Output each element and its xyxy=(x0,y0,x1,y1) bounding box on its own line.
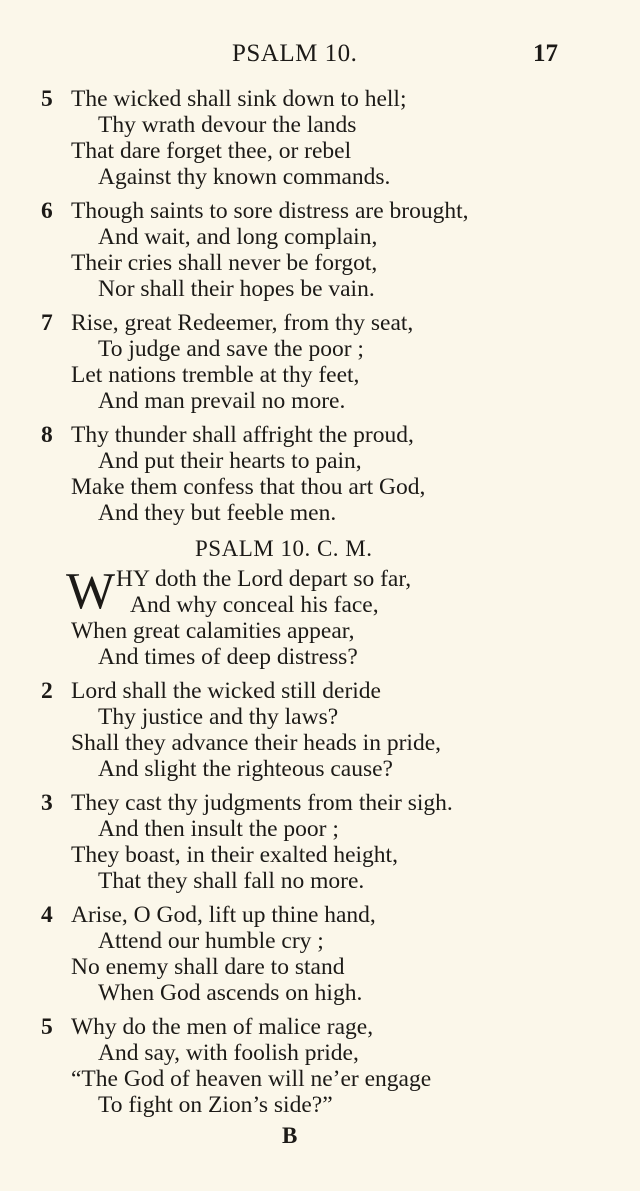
drop-cap: W xyxy=(66,563,116,620)
stanza-number: 5 xyxy=(41,1014,53,1040)
verse-text: And times of deep distress? xyxy=(98,644,358,670)
page-header xyxy=(0,40,640,74)
stanza-number: 6 xyxy=(41,198,53,224)
verse-text: Let nations tremble at thy feet, xyxy=(71,362,360,388)
verse-text: And man prevail no more. xyxy=(98,388,346,414)
stanza-number: 5 xyxy=(41,86,53,112)
verse-text: And put their hearts to pain, xyxy=(98,448,362,474)
verse-text: Arise, O God, lift up thine hand, xyxy=(71,902,376,928)
verse-text: “The God of heaven will ne’er engage xyxy=(71,1066,432,1092)
verse-text: That dare forget thee, or rebel xyxy=(71,138,352,164)
verse-text: And slight the righteous cause? xyxy=(98,756,393,782)
stanza-number: 4 xyxy=(41,902,53,928)
verse-text: Though saints to sore distress are brought, xyxy=(71,198,469,224)
verse-text: Nor shall their hopes be vain. xyxy=(98,276,375,302)
verse-text: To judge and save the poor ; xyxy=(98,336,364,362)
verse-text: Why do the men of malice rage, xyxy=(71,1014,374,1040)
verse-text: Their cries shall never be forgot, xyxy=(71,250,378,276)
stanza-number: 7 xyxy=(41,310,53,336)
page-number: 17 xyxy=(533,40,558,67)
verse-text: Against thy known commands. xyxy=(98,164,391,190)
verse-text: That they shall fall no more. xyxy=(98,868,365,894)
section-heading: PSALM 10. C. M. xyxy=(195,536,373,561)
verse-text: And say, with foolish pride, xyxy=(98,1040,359,1066)
verse-text: Make them confess that thou art God, xyxy=(71,474,426,500)
verse-text: Lord shall the wicked still deride xyxy=(71,678,381,704)
verse-text: Thy wrath devour the lands xyxy=(98,112,357,138)
verse-text: Thy thunder shall affright the proud, xyxy=(71,422,414,448)
verse-text: The wicked shall sink down to hell; xyxy=(71,86,407,112)
verse-text: HY doth the Lord depart so far, xyxy=(116,566,412,592)
verse-text: No enemy shall dare to stand xyxy=(71,954,345,980)
verse-text: Rise, great Redeemer, from thy seat, xyxy=(71,310,414,336)
signature-mark: B xyxy=(282,1123,298,1148)
verse-text: And they but feeble men. xyxy=(98,500,337,526)
verse-text: And why conceal his face, xyxy=(130,592,379,618)
verse-text: They boast, in their exalted height, xyxy=(71,842,398,868)
verse-text: And wait, and long complain, xyxy=(98,224,378,250)
verse-text: They cast thy judgments from their sigh. xyxy=(71,790,453,816)
stanza-number: 8 xyxy=(41,422,53,448)
verse-text: When God ascends on high. xyxy=(98,980,363,1006)
verse-text: When great calamities appear, xyxy=(71,618,355,644)
verse-text: And then insult the poor ; xyxy=(98,816,339,842)
running-title: PSALM 10. xyxy=(232,40,358,67)
stanza-number: 2 xyxy=(41,678,53,704)
verse-text: To fight on Zion’s side?” xyxy=(98,1092,333,1118)
stanza-number: 3 xyxy=(41,790,53,816)
verse-text: Thy justice and thy laws? xyxy=(98,704,339,730)
verse-text: Attend our humble cry ; xyxy=(98,928,324,954)
verse-text: Shall they advance their heads in pride, xyxy=(71,730,441,756)
